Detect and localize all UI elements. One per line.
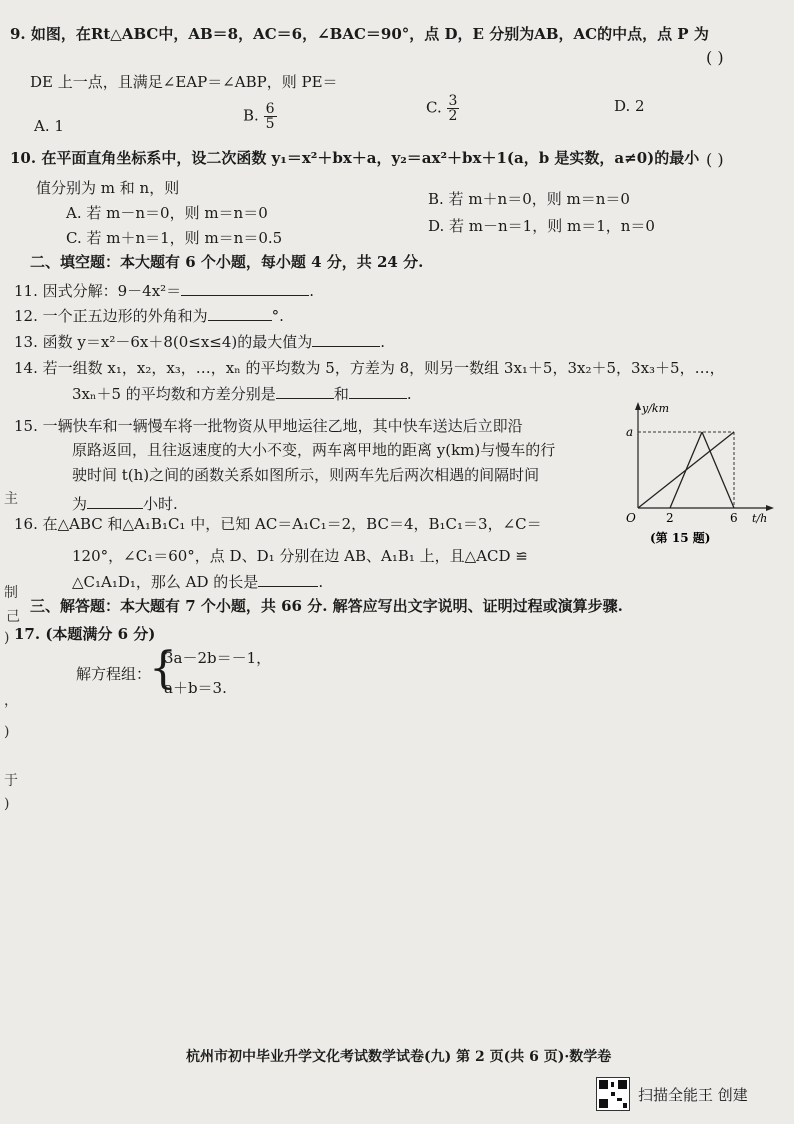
edge-mark: ): [4, 796, 10, 812]
q17-title: 17. (本题满分 6 分): [14, 625, 156, 643]
q16-line1: 16. 在△ABC 和△A₁B₁C₁ 中，已知 AC＝A₁C₁＝2，BC＝4，B₁C₁＝3，∠C＝: [14, 515, 542, 533]
section-3-heading: 三、解答题：本大题有 7 个小题，共 66 分. 解答应写出文字说明、证明过程或演算步骤.: [30, 597, 623, 615]
q15-line2: 原路返回，且往返速度的大小不变，两车离甲地的距离 y(km)与慢车的行: [72, 441, 556, 459]
q17-prefix: 解方程组：: [76, 665, 152, 683]
qr-code-icon: [596, 1077, 630, 1111]
page-footer: 杭州市初中毕业升学文化考试数学试卷(九) 第 2 页(共 6 页)·数学卷: [186, 1049, 612, 1065]
q11: 11. 因式分解：9－4x²＝ .: [14, 282, 314, 300]
q15-distance-time-graph: [616, 398, 776, 548]
q13-answer-blank[interactable]: [312, 332, 380, 347]
q15-line1: 15. 一辆快车和一辆慢车将一批物资从甲地运往乙地，其中快车送达后立即沿: [14, 417, 523, 435]
graph-a-label: a: [626, 425, 634, 439]
q10-option-b: B. 若 m＋n＝0，则 m＝n＝0: [428, 190, 630, 208]
section-2-heading: 二、填空题：本大题有 6 个小题，每小题 4 分，共 24 分.: [30, 253, 424, 271]
q10-line1: 10. 在平面直角坐标系中，设二次函数 y₁＝x²＋bx＋a，y₂＝ax²＋bx＋1(a，b 是实数，a≠0)的最小: [10, 149, 700, 167]
q9-option-d: D. 2: [614, 97, 645, 115]
t-axis-arrow: [766, 505, 774, 511]
graph-caption: (第 15 题): [650, 531, 711, 545]
q14-variance-blank[interactable]: [349, 384, 407, 399]
graph-x-label: t/h: [752, 512, 768, 525]
q17-equation-1: 3a－2b＝－1，: [164, 649, 272, 667]
q14-line2: 3xₙ＋5 的平均数和方差分别是 和 .: [72, 385, 412, 403]
scanner-watermark-label: 扫描全能王 创建: [638, 1086, 748, 1104]
q17-system-brace: {: [149, 643, 177, 694]
fast-car-outbound-line: [670, 432, 702, 508]
edge-mark: 己: [6, 609, 20, 625]
q11-answer-blank[interactable]: [181, 281, 309, 296]
q10-option-d: D. 若 m－n＝1，则 m＝1，n＝0: [428, 217, 655, 235]
fast-car-return-line: [702, 432, 734, 508]
q9-line1: 9. 如图，在Rt△ABC中，AB＝8，AC＝6，∠BAC＝90°，点 D，E 分别为AB，AC的中点，点 P 为: [10, 25, 709, 43]
q15-line4: 为 小时.: [72, 495, 178, 513]
graph-y-label: y/km: [642, 402, 670, 415]
q9-option-c: C. $\frac{3}{2}$: [426, 93, 458, 124]
q14-mean-blank[interactable]: [276, 384, 334, 399]
q15-line3: 驶时间 t(h)之间的函数关系如图所示，则两车先后两次相遇的间隔时间: [72, 466, 540, 484]
q13: 13. 函数 y＝x²－6x＋8(0≤x≤4)的最大值为 .: [14, 333, 386, 351]
edge-mark: 主: [4, 491, 18, 507]
q15-answer-blank[interactable]: [87, 494, 143, 509]
q10-answer-paren: ( ): [706, 150, 724, 169]
q14-line1: 14. 若一组数 x₁，x₂，x₃，…，xₙ 的平均数为 5，方差为 8，则另一数组 3x₁＋5，3x₂＋5，3x₃＋5，…，: [14, 359, 725, 377]
q16-answer-blank[interactable]: [258, 572, 318, 587]
edge-mark: ): [4, 630, 10, 646]
edge-mark: 制: [4, 585, 18, 601]
q12: 12. 一个正五边形的外角和为 °.: [14, 307, 284, 325]
q17-equation-2: a＋b＝3.: [164, 679, 227, 697]
edge-mark: ): [4, 724, 10, 740]
edge-mark: ，: [4, 693, 18, 709]
q9-answer-paren: ( ): [706, 48, 724, 67]
q9-line2: DE 上一点，且满足∠EAP＝∠ABP，则 PE＝: [30, 73, 338, 91]
graph-origin: O: [626, 511, 636, 525]
graph-tick-2: 2: [666, 511, 674, 525]
q10-option-c: C. 若 m＋n＝1，则 m＝n＝0.5: [66, 229, 283, 247]
graph-tick-6: 6: [730, 511, 738, 525]
q16-line2: 120°，∠C₁＝60°，点 D、D₁ 分别在边 AB、A₁B₁ 上，且△ACD ≌: [72, 547, 528, 565]
q9-option-a: A. 1: [34, 117, 64, 135]
q9-option-b: B. $\frac{6}{5}$: [243, 101, 275, 132]
q10-option-a: A. 若 m－n＝0，则 m＝n＝0: [66, 204, 268, 222]
edge-mark: 于: [4, 773, 18, 789]
q10-line2: 值分别为 m 和 n，则: [36, 179, 180, 197]
y-axis-arrow: [635, 402, 641, 410]
q16-line3: △C₁A₁D₁，那么 AD 的长是 .: [72, 573, 324, 591]
q12-answer-blank[interactable]: [208, 306, 272, 321]
